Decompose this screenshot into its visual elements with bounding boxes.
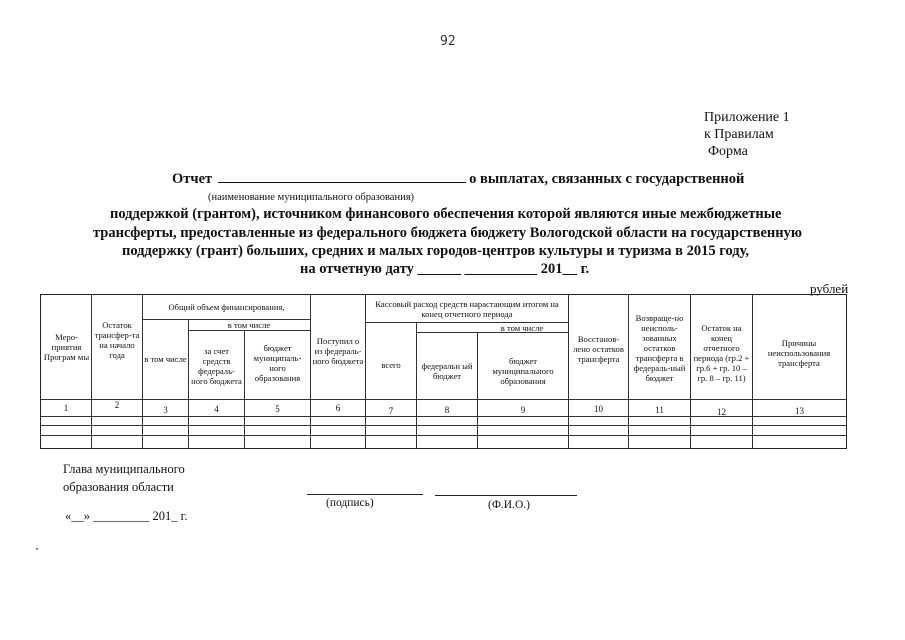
header-municipal-budget: бюджет муниципаль-ного образования — [253, 343, 302, 383]
currency-units: рублей — [810, 281, 849, 296]
header-opening-balance: Остаток трансфер-та на начало года — [94, 320, 140, 360]
appendix-form-label: Форма — [708, 144, 748, 159]
col-num: 4 — [214, 404, 219, 414]
col-num: 3 — [163, 405, 168, 415]
header-restored: Восстанов-лено остатков трансферта — [573, 334, 624, 364]
page-number: 92 — [440, 34, 456, 49]
header-returned: Возвраще-но неисполь-зованных остатков трансферта в федераль-ный бюджет — [633, 313, 686, 383]
report-title-rest: о выплатах, связанных с государственной — [469, 171, 745, 187]
header-cash-expense: Кассовый расход средств нарастающим итогом на конец отчетного периода — [375, 298, 559, 319]
report-title-line1 — [172, 170, 744, 188]
col-num: 6 — [335, 403, 341, 413]
col-num: 13 — [795, 406, 804, 416]
header-total-financing: Общий объем финансирования, — [168, 302, 285, 312]
header-closing-balance: Остаток на конец отчетного периода (гр.2 + гр.6 + гр. 10 – гр. 8 – гр. 11) — [693, 323, 750, 383]
signatory-title-line1: Глава муниципального — [63, 462, 185, 476]
header-federal-funds: за счет средств федераль-ного бюджета — [191, 346, 242, 386]
col-num: 1 — [63, 403, 69, 413]
name-caption: (Ф.И.О.) — [488, 499, 530, 511]
header-incl: в том числе — [144, 354, 187, 364]
signature-caption: (подпись) — [326, 497, 374, 509]
scan-speck — [36, 548, 38, 550]
header-total: всего — [381, 360, 401, 370]
signatory-title-line2: образования области — [63, 480, 174, 494]
col-num: 5 — [275, 404, 280, 414]
col-num: 8 — [444, 405, 450, 415]
col-num: 9 — [520, 405, 526, 415]
report-title-word: Отчет — [172, 171, 213, 187]
appendix-rules-ref: к Правилам — [704, 127, 774, 142]
municipality-blank — [218, 170, 466, 183]
report-table — [40, 294, 847, 449]
col-num: 2 — [114, 400, 120, 410]
header-federal-budget: федеральн ый бюджет — [421, 361, 473, 381]
col-num: 7 — [388, 406, 394, 416]
signature-line — [307, 494, 423, 495]
header-municipal-budget-cash: бюджет муниципального образования — [492, 356, 554, 386]
report-date-line: на отчетную дату ______ __________ 201__ г. — [300, 261, 590, 277]
appendix-label: Приложение 1 — [704, 110, 790, 125]
header-received-federal: Поступил о из федераль-ного бюджета — [312, 336, 364, 366]
header-reasons: Причины неиспользования трансферта — [767, 338, 831, 368]
col-num: 11 — [655, 405, 664, 415]
municipality-caption: (наименование муниципального образования) — [208, 192, 415, 203]
report-title-line2: поддержкой (грантом), источником финансового обеспечения которой являются иные межбюджетные — [110, 206, 782, 222]
col-num: 12 — [717, 407, 726, 417]
header-measures: Меро-приятия Програм мы — [43, 332, 90, 362]
name-line — [435, 495, 577, 496]
header-total-incl: в том числе — [227, 320, 271, 330]
signature-date: «__» _________ 201_ г. — [65, 509, 188, 523]
report-title-line3: трансферты, предоставленные из федерального бюджета бюджету Вологодской области на государственную — [93, 225, 802, 241]
report-title-line4: поддержку (грант) больших, средних и малых городов-центров культуры и туризма в 2015 году, — [122, 243, 750, 259]
col-num: 10 — [594, 404, 603, 414]
header-cash-incl: в том числе — [500, 322, 544, 333]
